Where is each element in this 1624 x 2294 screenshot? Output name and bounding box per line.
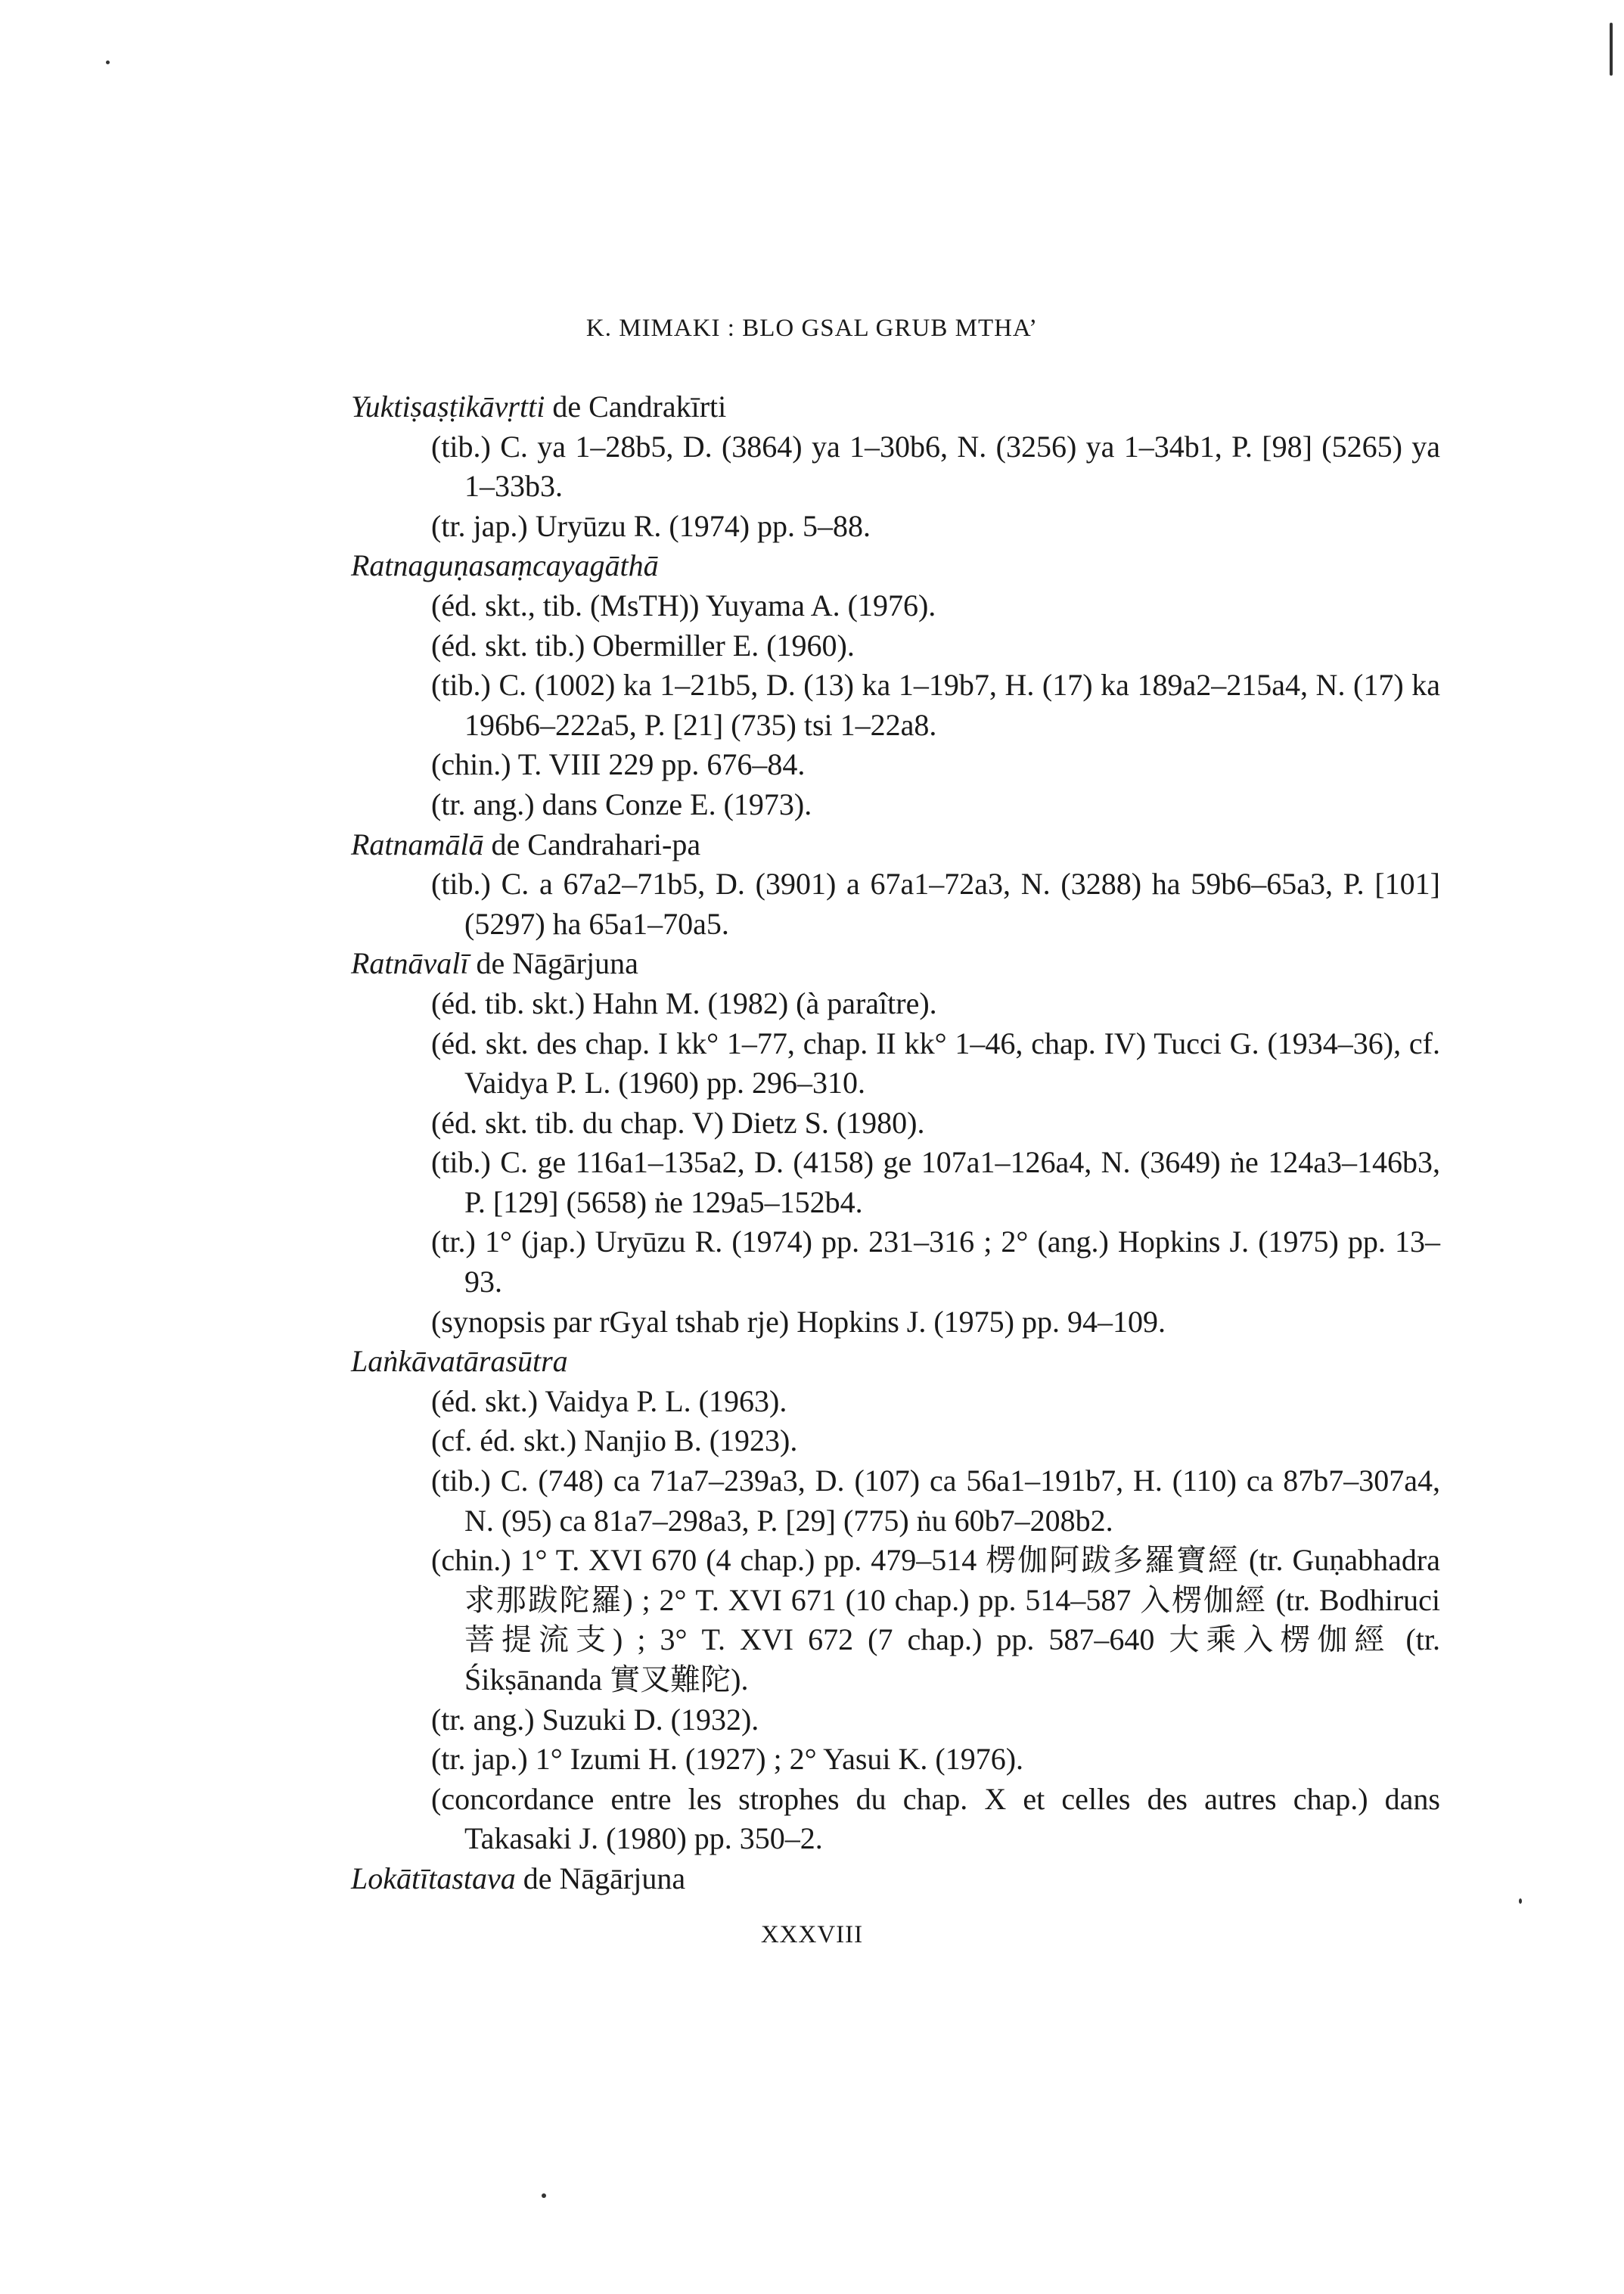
entry-line: (éd. skt. tib.) Obermiller E. (1960). xyxy=(431,628,855,663)
entry-line: (tib.) C. (1002) ka 1–21b5, D. (13) ka 1–19b7, H. (17) ka 189a2–215a4, N. (17) ka 196b6–222a5, P. [21] (735) tsi 1–22a8. xyxy=(431,668,1440,742)
entry-heading xyxy=(351,944,1440,984)
entry-author: de Nāgārjuna xyxy=(523,1861,686,1895)
entry-line: (tr. ang.) dans Conze E. (1973). xyxy=(431,787,812,821)
bibliography-entry xyxy=(351,825,1440,945)
entry-heading xyxy=(351,546,1440,586)
entry-title: Ratnamālā xyxy=(351,827,484,861)
bibliography-entry xyxy=(351,1859,1440,1899)
entry-heading xyxy=(351,1342,1440,1382)
entry-author: de Candrakīrti xyxy=(552,390,727,424)
entry-author: de Candrahari-pa xyxy=(491,827,701,861)
bibliography-entry xyxy=(351,944,1440,1342)
entry-heading xyxy=(351,387,1440,427)
entry-line: (chin.) T. VIII 229 pp. 676–84. xyxy=(431,747,806,782)
entry-title: Yuktiṣaṣṭikāvṛtti xyxy=(351,390,545,424)
bibliography-list xyxy=(351,387,1440,1899)
entry-line: (éd. skt., tib. (MsTH)) Yuyama A. (1976). xyxy=(431,588,936,622)
entry-heading xyxy=(351,825,1440,865)
entry-title: Lokātītastava xyxy=(351,1861,516,1895)
entry-line: (éd. skt. tib. du chap. V) Dietz S. (1980). xyxy=(431,1105,925,1140)
entry-line: (concordance entre les strophes du chap. X et celles des autres chap.) dans Takasaki J. (1980) pp. 350–2. xyxy=(431,1781,1440,1856)
entry-line: (tr.) 1° (jap.) Uryūzu R. (1974) pp. 231–316 ; 2° (ang.) Hopkins J. (1975) pp. 13–93. xyxy=(431,1225,1440,1299)
running-header: K. MIMAKI : BLO GSAL GRUB MTHA’ xyxy=(585,315,1039,342)
entry-line: (tib.) C. a 67a2–71b5, D. (3901) a 67a1–72a3, N. (3288) ha 59b6–65a3, P. [101] (5297) ha 65a1–70a5. xyxy=(431,867,1440,941)
scan-speck xyxy=(106,61,110,64)
entry-line: (tr. ang.) Suzuki D. (1932). xyxy=(431,1702,759,1737)
entry-line: (éd. skt. des chap. I kk° 1–77, chap. II kk° 1–46, chap. IV) Tucci G. (1934–36), cf. Vaidya P. L. (1960) pp. 296–310. xyxy=(431,1026,1440,1100)
entry-line: (éd. skt.) Vaidya P. L. (1963). xyxy=(431,1383,787,1418)
entry-line: (éd. tib. skt.) Hahn M. (1982) (à paraître). xyxy=(431,986,937,1020)
entry-title: Ratnāvalī xyxy=(351,946,469,981)
entry-line: (tr. jap.) Uryūzu R. (1974) pp. 5–88. xyxy=(431,508,871,543)
entry-line: (tib.) C. (748) ca 71a7–239a3, D. (107) ca 56a1–191b7, H. (110) ca 87b7–307a4, N. (95) ca 81a7–298a3, P. [29] (775) ṅu 60b7–208b2. xyxy=(431,1464,1440,1538)
scan-speck xyxy=(1610,23,1613,76)
page-number: XXXVIII xyxy=(760,1921,864,1948)
bibliography-entry xyxy=(351,546,1440,824)
entry-line: (tib.) C. ge 116a1–135a2, D. (4158) ge 107a1–126a4, N. (3649) ṅe 124a3–146b3, P. [129] (5658) ṅe 129a5–152b4. xyxy=(431,1145,1440,1219)
entry-line: (tr. jap.) 1° Izumi H. (1927) ; 2° Yasui K. (1976). xyxy=(431,1742,1024,1777)
entry-line: (synopsis par rGyal tshab rje) Hopkins J. (1975) pp. 94–109. xyxy=(431,1304,1166,1339)
scan-speck xyxy=(1519,1898,1522,1904)
entry-author: de Nāgārjuna xyxy=(476,946,638,981)
entry-line: (tib.) C. ya 1–28b5, D. (3864) ya 1–30b6, N. (3256) ya 1–34b1, P. [98] (5265) ya 1–33b3. xyxy=(431,429,1440,504)
entry-line: (cf. éd. skt.) Nanjio B. (1923). xyxy=(431,1423,798,1458)
entry-heading xyxy=(351,1859,1440,1899)
entry-line: (chin.) 1° T. XVI 670 (4 chap.) pp. 479–514 楞伽阿跋多羅寶經 (tr. Guṇabhadra 求那跋陀羅) ; 2° T. XVI 671 (10 chap.) pp. 514–587 入楞伽經 (tr. Bodhiruci 菩提流支) ; 3° T. XVI 672 (7 chap.) pp. 587–640 大乘入楞伽經 (tr. Śikṣānanda 實叉難陀). xyxy=(431,1543,1440,1696)
bibliography-entry xyxy=(351,1342,1440,1859)
scan-speck xyxy=(542,2193,546,2198)
bibliography-entry xyxy=(351,387,1440,546)
entry-title: Laṅkāvatārasūtra xyxy=(351,1344,568,1379)
entry-title: Ratnaguṇasaṃcayagāthā xyxy=(351,548,659,583)
